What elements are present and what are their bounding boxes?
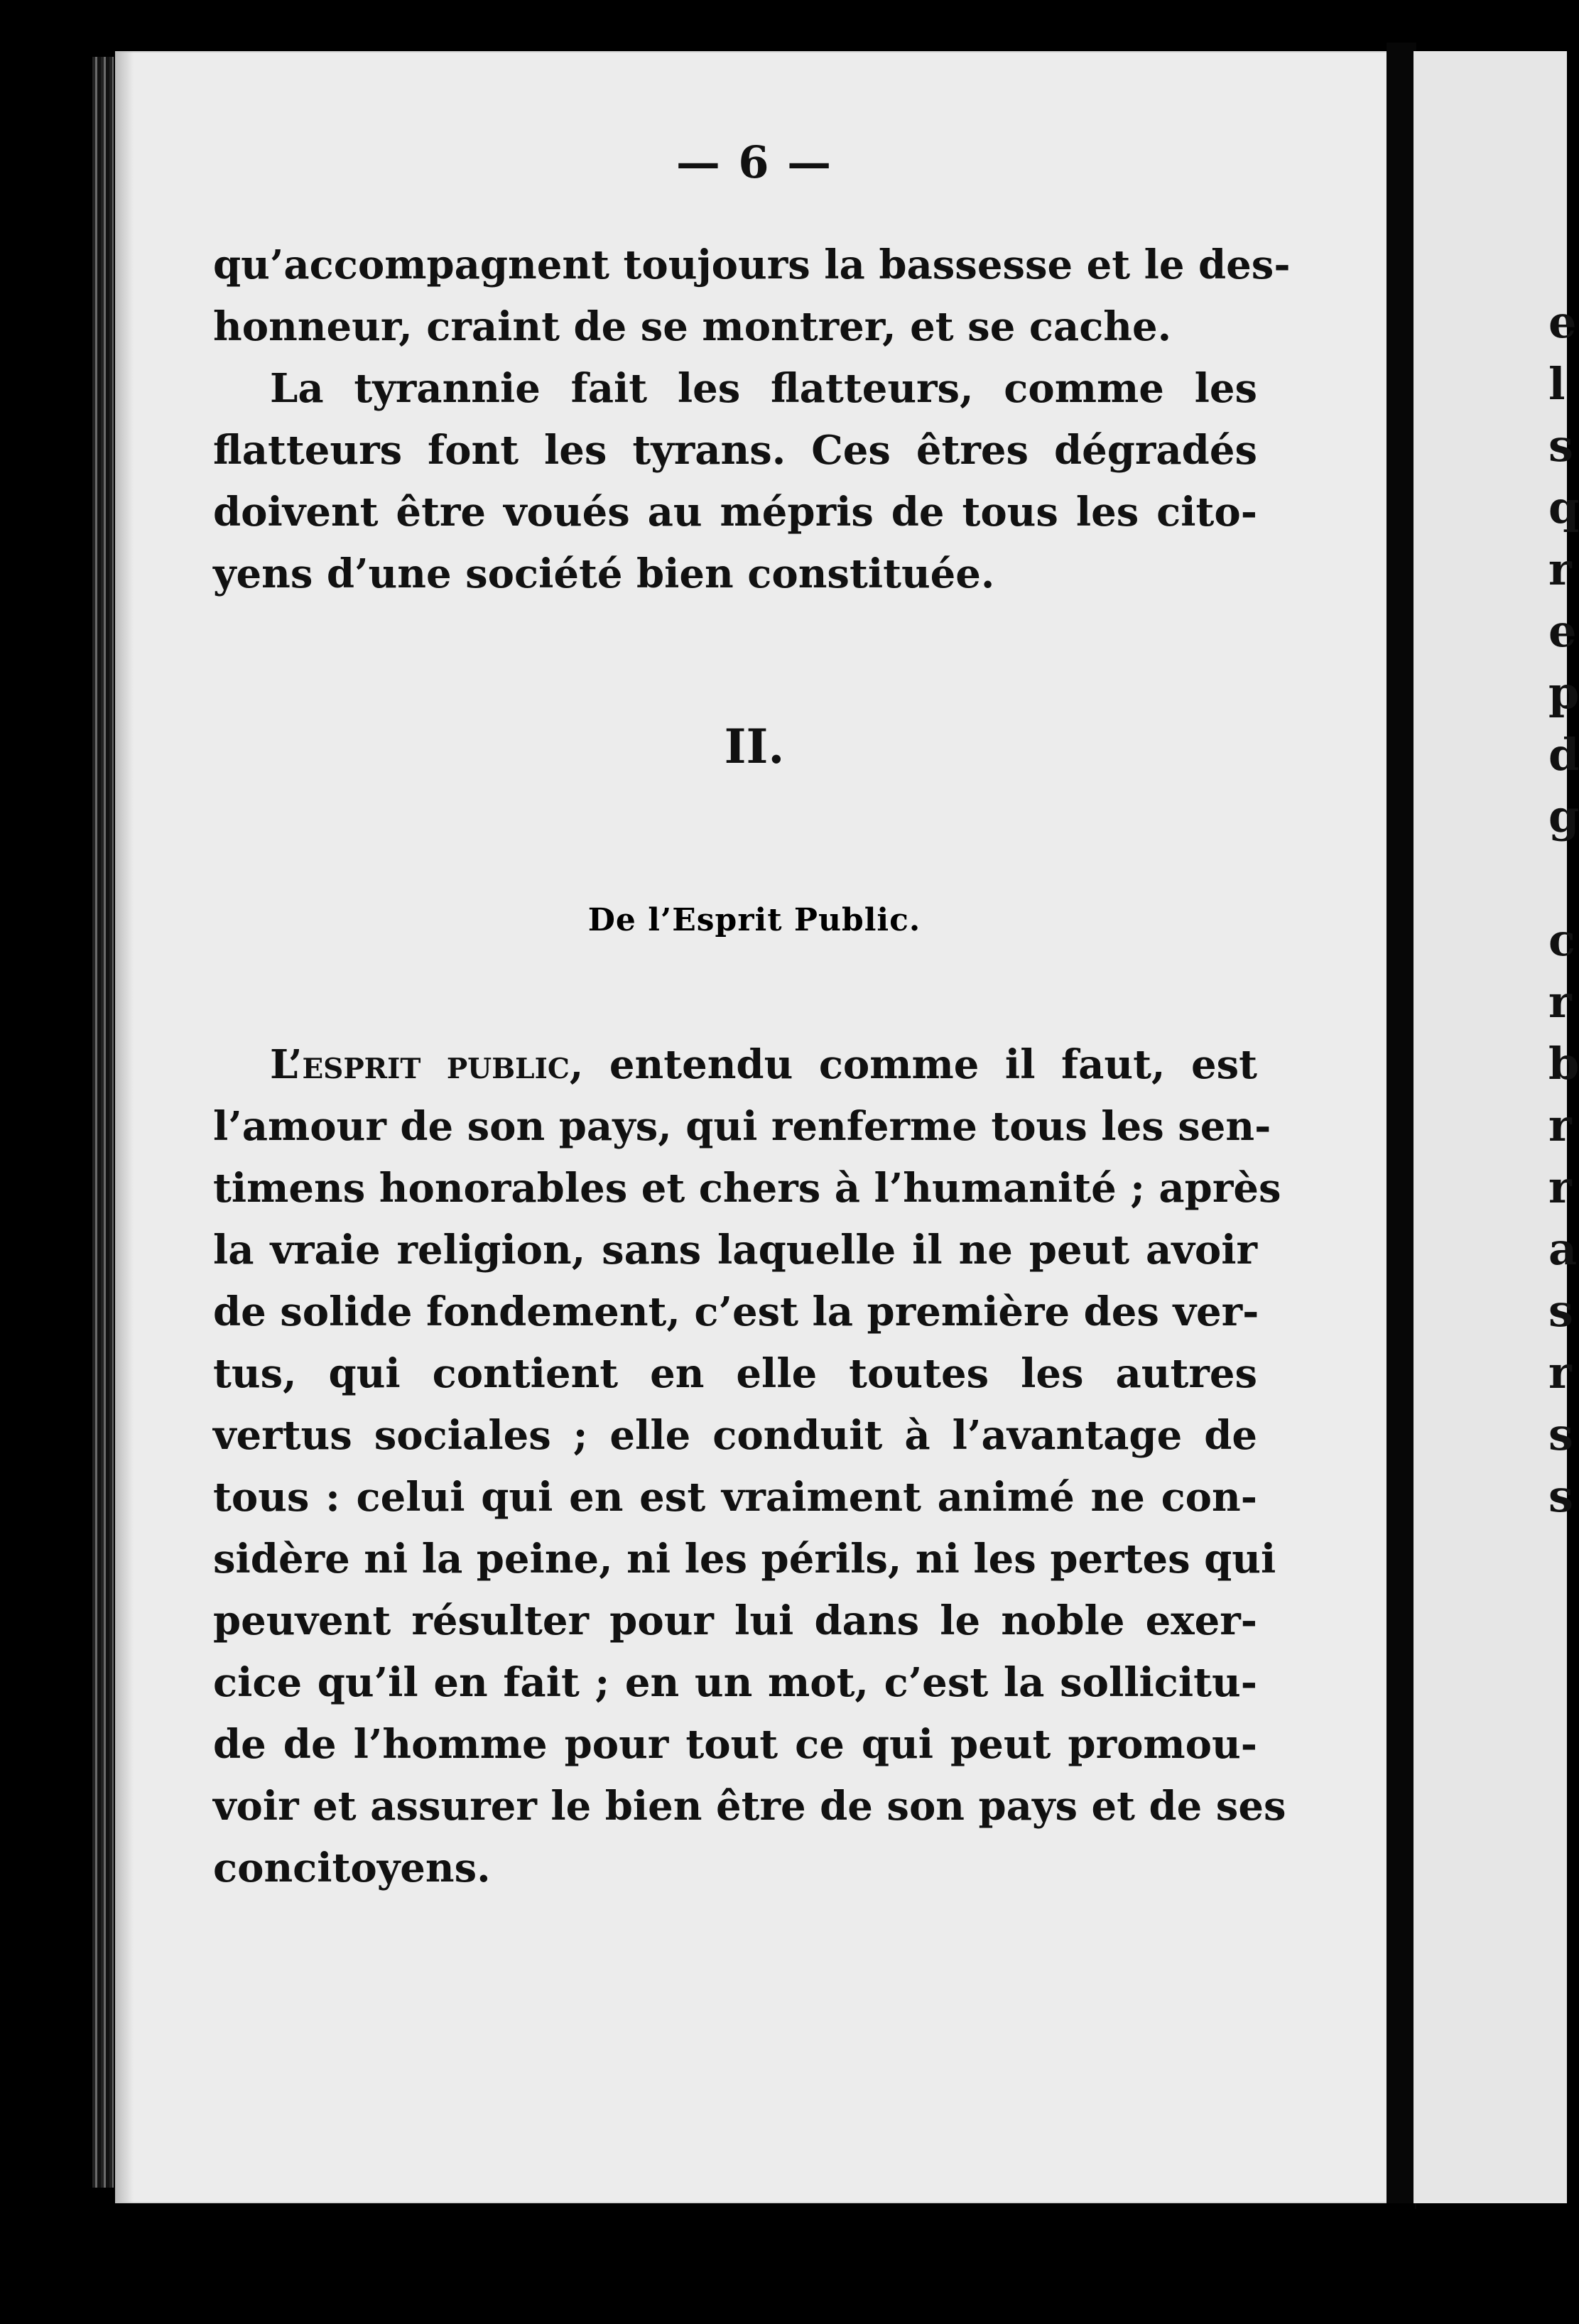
book-page — [115, 51, 1394, 2203]
text-line: la vraie religion, sans laquelle il ne peut avoir — [213, 1227, 1257, 1274]
facing-page-edge — [1413, 51, 1567, 2203]
text-line: de de l’homme pour tout ce qui peut promou- — [213, 1721, 1257, 1768]
text-line: vertus sociales ; elle conduit à l’avantage de — [213, 1412, 1257, 1459]
text-line: peuvent résulter pour lui dans le noble exer- — [213, 1597, 1257, 1644]
book-binding-edge — [92, 57, 114, 2188]
section-number: II. — [724, 719, 785, 774]
text-line: tous : celui qui en est vraiment animé ne con- — [213, 1474, 1257, 1521]
book-gutter — [1387, 43, 1416, 2209]
text-line: cice qu’il en fait ; en un mot, c’est la sollicitu- — [213, 1659, 1257, 1706]
text-line: sidère ni la peine, ni les périls, ni les pertes qui — [213, 1536, 1276, 1582]
opening-paragraphs — [213, 234, 1291, 605]
text-line — [213, 1034, 1257, 1096]
text-line: concitoyens. — [213, 1845, 491, 1891]
lead-in-smallcaps: L’esprit public, — [270, 1041, 584, 1088]
text-line: voir et assurer le bien être de son pays et de ses — [213, 1783, 1286, 1830]
scan-bottom-border — [115, 2203, 1415, 2324]
page-number: — 6 — — [675, 136, 833, 188]
section-title: De l’Esprit Public. — [587, 902, 921, 938]
section-paragraph — [213, 1034, 1286, 1899]
text-line: flatteurs font les tyrans. Ces êtres dégradés — [213, 427, 1257, 474]
text-line: l’amour de son pays, qui renferme tous les sen- — [213, 1103, 1271, 1150]
text-line: tus, qui contient en elle toutes les autres — [213, 1350, 1257, 1397]
text-line: timens honorables et chers à l’humanité ; après — [213, 1165, 1281, 1212]
facing-page-partial-text: e l s q r e p d g c r b r r a s r s s — [1548, 296, 1579, 1522]
text-line: honneur, craint de se montrer, et se cache. — [213, 303, 1172, 350]
text-line: qu’accompagnent toujours la bassesse et le des- — [213, 241, 1291, 288]
lead-in-rest: entendu comme il faut, est — [583, 1041, 1257, 1088]
text-line: doivent être voués au mépris de tous les cito- — [213, 489, 1257, 536]
text-line: de solide fondement, c’est la première des ver- — [213, 1288, 1259, 1335]
text-line: La tyrannie fait les flatteurs, comme les — [270, 365, 1257, 412]
text-line: yens d’une société bien constituée. — [213, 550, 995, 597]
